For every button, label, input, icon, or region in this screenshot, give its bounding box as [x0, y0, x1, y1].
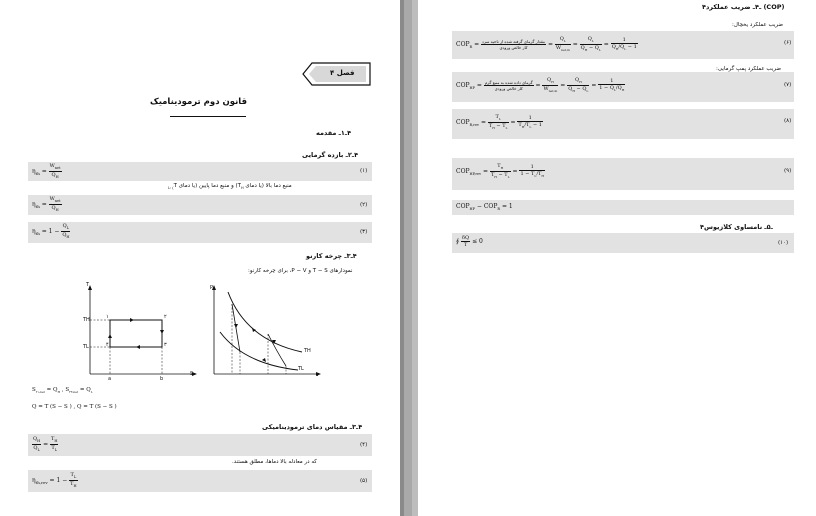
section-intro: ۴ـ۱ـ مقدمه: [316, 129, 352, 137]
eq5-number: (۵): [360, 478, 368, 484]
equation-box: [452, 233, 794, 253]
heatpump-cop-label: ضریب عملکرد پمپ گرمایی:: [716, 66, 782, 72]
ts-y-label: T: [86, 282, 90, 288]
eq2-number: (۲): [360, 202, 368, 208]
page-gutter: [400, 0, 404, 516]
eq5-formula: $\eta_{th,rev} = 1$ − $\frac{T_L}{T_H}$: [32, 472, 77, 488]
pv-y-label: P: [210, 285, 214, 291]
ts-a-label: a: [108, 376, 112, 382]
eq4-number: (۴): [360, 442, 368, 448]
cop-relation: $COP_{HP} - COP_R = 1$: [456, 203, 513, 212]
eq7-number: (۷): [784, 82, 792, 88]
note-sources: منبع دما بالا (یا دمای $T_H$) و منبع دما پایین (یا دمای $T_{) :L}$: [168, 183, 292, 191]
section-clausius: ۴ـ۵ـ نامساوی کلازیوس: [700, 223, 773, 231]
eq10-number: (۱۰): [778, 240, 789, 246]
eq6-number: (۶): [784, 40, 792, 46]
ts-point-1: ۱: [106, 314, 109, 320]
eq2-formula: $\eta_{th}$ = $\frac{W_{net}}{Q_H}$: [32, 196, 61, 212]
fridge-cop-label: ضریب عملکرد یخچال:: [732, 22, 784, 28]
eq3-number: (۳): [360, 229, 368, 235]
eq9-number: (۹): [784, 168, 792, 174]
eq4-formula: $\frac{Q_H}{Q_L}$ = $\frac{T_H}{T_L}$: [33, 436, 58, 452]
equation-box: [28, 222, 372, 243]
entropy-relations: $S_{۲ـ۱net} = Q_H$ , $S_{۴ـ۳net} = Q_L$: [32, 387, 93, 395]
ts-point-2: ۲: [164, 314, 167, 320]
eq1-formula: $\eta_{th}$ = $\frac{W_{net}}{Q_H}$: [32, 163, 61, 179]
eq8-formula: $COP_{R,rev}$ = $\frac{T_L}{T_H - T_L}$ = $\frac{1}{T_H/T_L - 1}$: [456, 114, 542, 130]
chapter-title: قانون دوم ترمودینامیک: [150, 97, 248, 107]
pv-x-label: v: [316, 372, 319, 378]
equation-box: [28, 470, 372, 492]
ts-diagram: [76, 282, 200, 384]
pv-diagram: [206, 282, 326, 384]
equation-box: [28, 162, 372, 181]
clausius-inequality: ∮ $\frac{\delta Q}{T}$ ≤ 0: [456, 235, 483, 248]
right-page: [418, 0, 816, 516]
section-cop: ۴ـ۴ـ ضریب عملکرد (COP): [702, 3, 785, 11]
ts-th-label: TH: [83, 317, 90, 323]
heat-relations: Q = T (S − S ) , Q = T (S − S ): [32, 404, 117, 410]
eq9-formula: $COP_{HP,rev}$ = $\frac{T_H}{T_H - T_L}$ = $\frac{1}{1 - T_L/T_H}$: [456, 163, 544, 179]
equation-box: [28, 195, 372, 215]
eq3-formula: $\eta_{th} = 1$ − $\frac{Q_L}{Q_H}$: [32, 223, 70, 239]
section-thermal-efficiency: ۴ـ۲ـ بازده گرمایی: [302, 151, 359, 159]
pv-tl-label: TL: [298, 366, 304, 372]
eq6-formula: $COP_R$ = $\frac{\text{مقدار گرمای گرفته شده از ناحیه سرد}}{\text{کار خالص ورودی}}$ = $\frac{Q_L}{W_{net,in}}$ = $\frac{Q_L}{Q_H - Q_L}$ = $\frac{1}{Q_H/Q_L - 1}$: [456, 36, 637, 52]
ts-b-label: b: [160, 376, 164, 382]
title-underline: [170, 116, 246, 117]
section-carnot-cycle: ۴ـ۳ـ چرخه کارنو: [306, 252, 357, 260]
chapter-label: فصل ۴: [330, 69, 355, 77]
note-absolute-temps: که در معادله بالا دماها، مطلق هستند.: [232, 459, 317, 465]
left-page: [0, 0, 400, 516]
ts-point-4: ۴: [106, 342, 109, 348]
ts-tl-label: TL: [83, 344, 89, 350]
eq1-number: (۱): [360, 168, 368, 174]
section-temperature-scale: ۴ـ۳ـ مقیاس دمای ترمودینامیکی: [262, 423, 363, 431]
pv-th-label: TH: [304, 348, 311, 354]
eq7-formula: $COP_{HP}$ = $\frac{\text{گرمای داده شده به منبع گرم}}{\text{کار خالص ورودی}}$ = $\frac{Q_H}{W_{net,in}}$ = $\frac{Q_H}{Q_H - Q_L}$ = $\frac{1}{1 - Q_L/Q_H}$: [456, 77, 625, 93]
ts-x-label: S: [190, 371, 194, 377]
ts-point-3: ۳: [164, 342, 167, 348]
carnot-note: نمودارهای T − S و P − V، برای چرخه کارنو:: [248, 268, 353, 274]
equation-box: [28, 434, 372, 456]
eq8-number: (۸): [784, 118, 792, 124]
